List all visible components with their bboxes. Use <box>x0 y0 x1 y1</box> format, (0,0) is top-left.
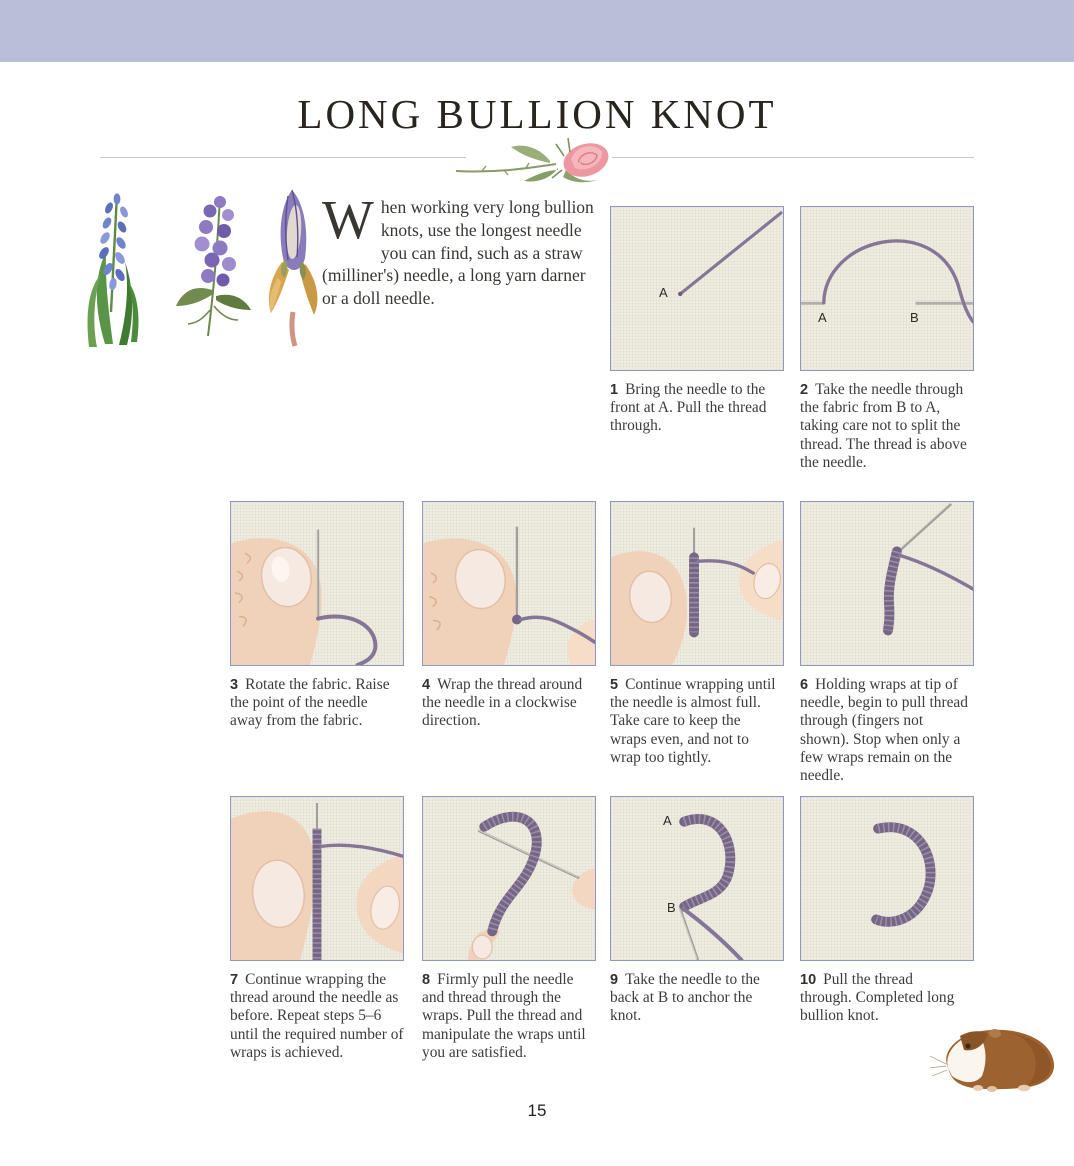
bluebell-illustration <box>75 182 155 347</box>
step-3-caption <box>230 676 396 731</box>
step-number: 7 <box>230 972 239 988</box>
step-4-caption <box>422 676 588 731</box>
step-7-caption <box>230 971 408 1062</box>
point-label-a: A <box>663 813 672 828</box>
step-3-photo <box>230 501 404 666</box>
step-number: 4 <box>422 677 431 693</box>
step-text: Holding wraps at tip of needle, begin to pull thread through (fingers not shown). Stop when only a few wraps remain on the needle. <box>800 676 968 784</box>
divider-rule-right <box>612 157 974 158</box>
step-text: Continue wrapping until the needle is almost full. Take care to keep the wraps even, and not to wrap too tightly. <box>610 676 776 766</box>
iris-bud-illustration <box>262 182 324 347</box>
step-text: Continue wrapping the thread around the needle as before. Repeat steps 5–6 until the required number of wraps is achieved. <box>230 971 404 1061</box>
step-9-caption <box>610 971 776 1026</box>
point-label-a: A <box>818 310 827 325</box>
step-9-photo <box>610 796 784 961</box>
step-6-caption <box>800 676 976 785</box>
step-text: Firmly pull the needle and thread through the wraps. Pull the thread and manipulate the wraps until you are satisfied. <box>422 971 586 1061</box>
step-text: Bring the needle to the front at A. Pull the thread through. <box>610 381 767 435</box>
step-6-photo <box>800 501 974 666</box>
point-label-b: B <box>667 900 676 915</box>
step-2-caption <box>800 381 974 472</box>
step-2-photo <box>800 206 974 371</box>
step-text: Wrap the thread around the needle in a clockwise direction. <box>422 676 583 730</box>
page-number: 15 <box>527 1101 547 1120</box>
step-7-photo <box>230 796 404 961</box>
step-1-caption <box>610 381 776 436</box>
intro-paragraph <box>322 189 600 310</box>
intro-dropcap: W <box>322 189 374 250</box>
step-text: Pull the thread through. Completed long bullion knot. <box>800 971 955 1025</box>
larkspur-illustration <box>172 188 257 340</box>
step-number: 3 <box>230 677 239 693</box>
step-8-caption <box>422 971 598 1062</box>
step-text: Rotate the fabric. Raise the point of the needle away from the fabric. <box>230 676 390 730</box>
step-number: 10 <box>800 972 817 988</box>
step-number: 5 <box>610 677 619 693</box>
point-label-a: A <box>659 285 668 300</box>
step-number: 8 <box>422 972 431 988</box>
rose-illustration <box>452 130 624 188</box>
page-title: LONG BULLION KNOT <box>297 91 777 137</box>
step-number: 6 <box>800 677 809 693</box>
divider-rule-left <box>100 157 466 158</box>
step-1-photo <box>610 206 784 371</box>
intro-text: hen working very long bullion knots, use the longest needle you can find, such as a straw (milliner's) needle, a long yarn darner or a doll needle. <box>322 197 594 308</box>
point-label-b: B <box>910 310 919 325</box>
step-5-photo <box>610 501 784 666</box>
step-10-caption <box>800 971 966 1026</box>
step-4-photo <box>422 501 596 666</box>
step-8-photo <box>422 796 596 961</box>
step-text: Take the needle through the fabric from B to A, taking care not to split the thread. The thread is above the needle. <box>800 381 967 471</box>
step-text: Take the needle to the back at B to anchor the knot. <box>610 971 760 1025</box>
step-number: 2 <box>800 382 809 398</box>
step-10-photo <box>800 796 974 961</box>
guinea-pig-illustration <box>930 1020 1060 1098</box>
step-5-caption <box>610 676 776 767</box>
page-header-band <box>0 0 1074 62</box>
step-number: 1 <box>610 382 619 398</box>
step-number: 9 <box>610 972 619 988</box>
